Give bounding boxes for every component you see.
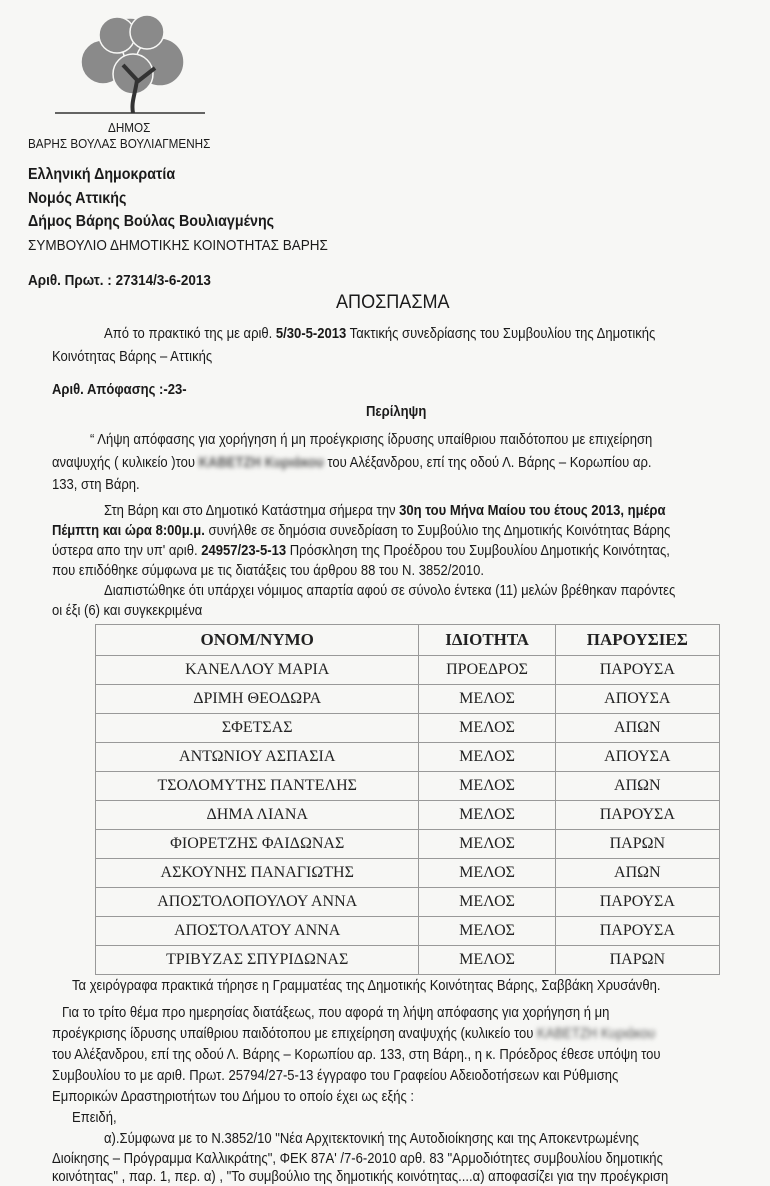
body-line-6: Επειδή, — [72, 1110, 117, 1126]
member-attendance: ΑΠΩΝ — [555, 859, 719, 888]
table-row — [96, 859, 720, 888]
member-attendance: ΠΑΡΩΝ — [555, 830, 719, 859]
member-name: ΑΠΟΣΤΟΛΑΤΟΥ ΑΝΝΑ — [96, 917, 419, 946]
member-role: ΜΕΛΟΣ — [419, 917, 555, 946]
municipality-tree-logo — [55, 10, 205, 115]
column-header-attendance: ΠΑΡΟΥΣΙΕΣ — [555, 625, 719, 656]
decision-number: Αριθ. Απόφασης :-23- — [52, 382, 187, 398]
column-header-role: ΙΔΙΟΤΗΤΑ — [419, 625, 555, 656]
member-attendance: ΑΠΟΥΣΑ — [555, 685, 719, 714]
member-attendance: ΠΑΡΟΥΣΑ — [555, 656, 719, 685]
table-row — [96, 743, 720, 772]
body-line-8: Διοίκησης – Πρόγραμμα Καλλικράτης", ΦΕΚ 87Α' /7-6-2010 αρθ. 83 "Αρμοδιότητες συμβουλίου δημοτικής — [52, 1151, 663, 1167]
prefecture-label: Νομός Αττικής — [28, 190, 127, 207]
logo-municipality-line1: ΔΗΜΟΣ — [108, 120, 151, 135]
body-line-2: προέγκρισης ίδρυσης υπαίθριου παιδότοπου με επιχείρηση αναψυχής (κυλικείο του ΚΑΒΕΤΖΗ Κυριάκου — [52, 1026, 656, 1042]
body-line-9: κοινότητας" , παρ. 1, περ. α) , "Το συμβούλιο της δημοτικής κοινότητας....α) αποφασίζει για την προέγκριση — [52, 1169, 669, 1185]
secretary-note: Τα χειρόγραφα πρακτικά τήρησε η Γραμματέας της Δημοτικής Κοινότητας Βάρης, Σαββάκη Χρυσάνθη. — [72, 978, 661, 994]
member-attendance: ΠΑΡΩΝ — [555, 946, 719, 975]
protocol-label: Αριθ. Πρωτ. : — [28, 272, 112, 289]
meeting-line-6: οι έξι (6) και συγκεκριμένα — [52, 603, 203, 619]
council-label: ΣΥΜΒΟΥΛΙΟ ΔΗΜΟΤΙΚΗΣ ΚΟΙΝΟΤΗΤΑΣ ΒΑΡΗΣ — [28, 237, 328, 254]
table-row — [96, 917, 720, 946]
protocol-number — [28, 272, 211, 289]
table-row — [96, 714, 720, 743]
member-attendance: ΑΠΟΥΣΑ — [555, 743, 719, 772]
body-line-7: α).Σύμφωνα με το Ν.3852/10 "Νέα Αρχιτεκτονική της Αυτοδιοίκησης και της Αποκεντρωμένης — [104, 1131, 639, 1147]
meeting-line-2: Πέμπτη και ώρα 8:00μ.μ. συνήλθε σε δημόσια συνεδρίαση το Συμβούλιο της Δημοτικής Κοινότητας Βάρης — [52, 523, 671, 539]
member-name: ΤΡΙΒΥΖΑΣ ΣΠΥΡΙΔΩΝΑΣ — [96, 946, 419, 975]
member-role: ΜΕΛΟΣ — [419, 743, 555, 772]
member-attendance: ΠΑΡΟΥΣΑ — [555, 917, 719, 946]
logo-municipality-line2: ΒΑΡΗΣ ΒΟΥΛΑΣ ΒΟΥΛΙΑΓΜΕΝΗΣ — [28, 136, 211, 151]
attendance-table — [95, 624, 720, 975]
member-role: ΜΕΛΟΣ — [419, 830, 555, 859]
redacted-name: ΚΑΒΕΤΖΗ Κυριάκου — [198, 455, 324, 471]
body-line-3: του Αλέξανδρου, επί της οδού Λ. Βάρης – Κορωπίου αρ. 133, στη Βάρη., η κ. Πρόεδρος έθεσε υπόψη του — [52, 1047, 661, 1063]
summary-line-2: αναψυχής ( κυλικείο )του ΚΑΒΕΤΖΗ Κυριάκου του Αλέξανδρου, επί της οδού Λ. Βάρης – Κορωπίου αρ. — [52, 455, 652, 471]
meeting-line-4: που επιδόθηκε σύμφωνα με τις διατάξεις του άρθρου 88 του Ν. 3852/2010. — [52, 563, 485, 579]
table-row — [96, 946, 720, 975]
member-role: ΜΕΛΟΣ — [419, 859, 555, 888]
member-name: ΔΡΙΜΗ ΘΕΟΔΩΡΑ — [96, 685, 419, 714]
meeting-line-1: Στη Βάρη και στο Δημοτικό Κατάστημα σήμερα την 30η του Μήνα Μαίου του έτους 2013, ημέρα — [104, 503, 666, 519]
member-name: ΣΦΕΤΣΑΣ — [96, 714, 419, 743]
summary-line-3: 133, στη Βάρη. — [52, 477, 140, 493]
member-attendance: ΠΑΡΟΥΣΑ — [555, 888, 719, 917]
table-row — [96, 888, 720, 917]
member-role: ΜΕΛΟΣ — [419, 888, 555, 917]
member-name: ΚΑΝΕΛΛΟΥ ΜΑΡΙΑ — [96, 656, 419, 685]
table-row — [96, 656, 720, 685]
member-name: ΑΣΚΟΥΝΗΣ ΠΑΝΑΓΙΩΤΗΣ — [96, 859, 419, 888]
member-attendance: ΑΠΩΝ — [555, 714, 719, 743]
body-line-4: Συμβουλίου το με αριθ. Πρωτ. 25794/27-5-13 έγγραφο του Γραφείου Αδειοδοτήσεων και Ρύθμισης — [52, 1068, 619, 1084]
member-attendance: ΠΑΡΟΥΣΑ — [555, 801, 719, 830]
member-name: ΑΠΟΣΤΟΛΟΠΟΥΛΟΥ ΑΝΝΑ — [96, 888, 419, 917]
intro-line-1: Από το πρακτικό της με αριθ. 5/30-5-2013 Τακτικής συνεδρίασης του Συμβουλίου της Δημοτικής — [104, 326, 656, 342]
summary-line-1: “ Λήψη απόφασης για χορήγηση ή μη προέγκρισης ίδρυσης υπαίθριου παιδότοπου με επιχείρηση — [90, 432, 653, 448]
republic-label: Ελληνική Δημοκρατία — [28, 166, 176, 183]
document-title: ΑΠΟΣΠΑΣΜΑ — [336, 292, 450, 313]
member-role: ΜΕΛΟΣ — [419, 685, 555, 714]
member-role: ΠΡΟΕΔΡΟΣ — [419, 656, 555, 685]
table-row — [96, 685, 720, 714]
body-line-5: Εμπορικών Δραστηριοτήτων του Δήμου το οποίο έχει ως εξής : — [52, 1089, 415, 1105]
table-row — [96, 772, 720, 801]
member-role: ΜΕΛΟΣ — [419, 772, 555, 801]
member-name: ΤΣΟΛΟΜΥΤΗΣ ΠΑΝΤΕΛΗΣ — [96, 772, 419, 801]
column-header-name: ΟΝΟΜ/ΝΥΜΟ — [96, 625, 419, 656]
member-name: ΦΙΟΡΕΤΖΗΣ ΦΑΙΔΩΝΑΣ — [96, 830, 419, 859]
table-row — [96, 801, 720, 830]
summary-heading: Περίληψη — [366, 404, 427, 420]
meeting-line-5: Διαπιστώθηκε ότι υπάρχει νόμιμος απαρτία αφού σε σύνολο έντεκα (11) μελών βρέθηκαν παρόντες — [104, 583, 676, 599]
meeting-line-3: ύστερα απο την υπ' αριθ. 24957/23-5-13 Πρόσκληση της Προέδρου του Συμβουλίου Δημοτικής Κοινότητας, — [52, 543, 670, 559]
municipality-label: Δήμος Βάρης Βούλας Βουλιαγμένης — [28, 213, 275, 230]
member-role: ΜΕΛΟΣ — [419, 714, 555, 743]
protocol-value: 27314/3-6-2013 — [115, 272, 211, 289]
intro-line-2: Κοινότητας Βάρης – Αττικής — [52, 349, 213, 365]
table-header-row — [96, 625, 720, 656]
member-name: ΔΗΜΑ ΛΙΑΝΑ — [96, 801, 419, 830]
table-row — [96, 830, 720, 859]
member-role: ΜΕΛΟΣ — [419, 946, 555, 975]
member-name: ΑΝΤΩΝΙΟΥ ΑΣΠΑΣΙΑ — [96, 743, 419, 772]
member-attendance: ΑΠΩΝ — [555, 772, 719, 801]
member-role: ΜΕΛΟΣ — [419, 801, 555, 830]
body-line-1: Για το τρίτο θέμα προ ημερησίας διατάξεως, που αφορά τη λήψη απόφασης για χορήγηση ή μη — [62, 1005, 610, 1021]
redacted-name: ΚΑΒΕΤΖΗ Κυριάκου — [537, 1026, 656, 1042]
